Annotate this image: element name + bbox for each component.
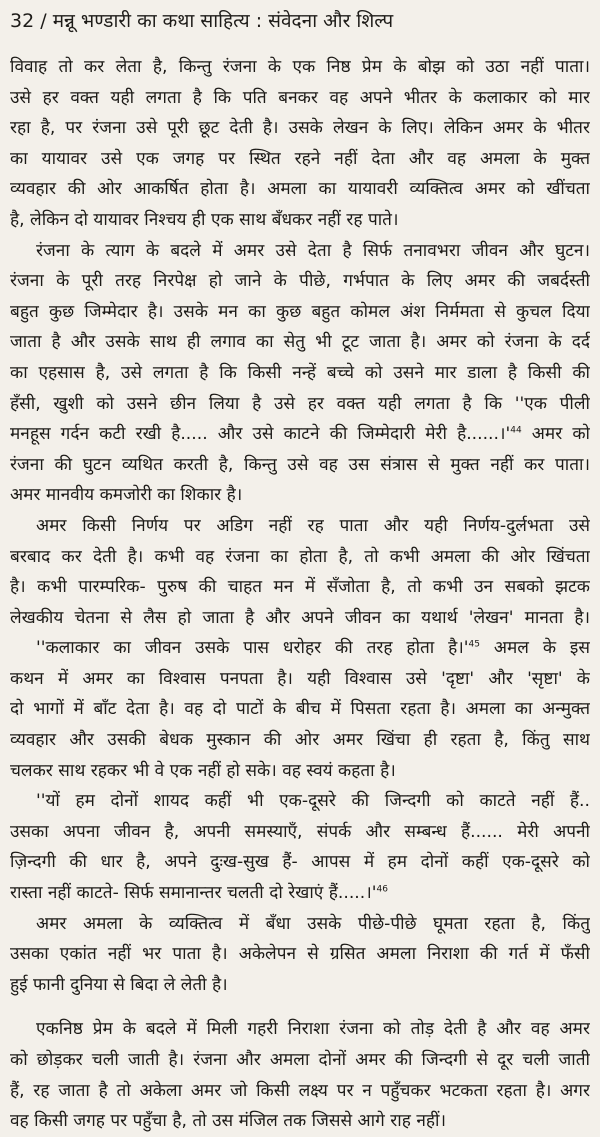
text-line: रहा है, पर रंजना उसे पूरी छूट देती है। उसके लेखन के लिए। लेकिन अमर के भीतर bbox=[10, 118, 590, 139]
text-line: वह किसी जगह पर पहुँचा है, तो उस मंजिल तक जिससे आगे राह नहीं। bbox=[10, 1111, 446, 1132]
text-line: हैं, रह जाता है तो अकेला अमर जो किसी लक्ष्य पर न पहुँचकर भटकता रहता है। अगर bbox=[10, 1080, 590, 1101]
text-line: रंजना की घुटन व्यथित करती है, किन्तु उसे वह उस संत्रास से मुक्त नहीं कर पाता। bbox=[10, 454, 590, 475]
line-text: अमर को bbox=[521, 424, 590, 445]
text-line: बहुत कुछ जिम्मेदार है। उसके मन का कुछ बहुत कोमल अंश निर्ममता से कुचल दिया bbox=[10, 301, 590, 322]
text-line: ''यों हम दोनों शायद कहीं भी एक-दूसरे की जिन्दगी को काटते नहीं हैं.. bbox=[36, 791, 590, 812]
line-text: अमल के इस bbox=[479, 638, 590, 659]
text-line: ज़िन्दगी की धार है, अपने दुःख-सुख हैं- आपस में हम दोनों कहीं एक-दूसरे को bbox=[10, 852, 590, 873]
text-line: अमर किसी निर्णय पर अडिग नहीं रह पाता और यही निर्णय-दुर्लभता उसे bbox=[36, 515, 590, 536]
text-line: रंजना के त्याग के बदले में अमर उसे देता है सिर्फ तनावभरा जीवन और घुटन। bbox=[36, 240, 590, 261]
text-line: दो भागों में बाँट देता है। वह दो पाटों के बीच में पिसता रहता है। अमला का अन्मुक्त bbox=[10, 699, 590, 720]
footnote-ref: 44 bbox=[510, 425, 522, 436]
text-line bbox=[10, 878, 590, 909]
text-line: हुई फानी दुनिया से बिदा ले लेती है। bbox=[10, 974, 228, 995]
book-title: मन्नू भण्डारी का कथा साहित्य : संवेदना और शिल्प bbox=[52, 10, 394, 32]
text-line: का एहसास है, उसे लगता है कि किसी नन्हें बच्चे को उसने मार डाला है किसी की bbox=[10, 362, 590, 383]
line-text: मनहूस गर्दन कटी रखी है..... और उसे काटने की जिम्मेदारी मेरी है......।' bbox=[10, 424, 511, 445]
text-line: व्यवहार और उसकी बेधक मुस्कान की ओर अमर खिंचा ही रहता है, किंतु साथ bbox=[10, 730, 590, 751]
page-number: 32 bbox=[10, 10, 35, 32]
header-separator: / bbox=[40, 10, 47, 32]
text-line: बरबाद कर देती है। कभी वह रंजना का होता है, तो कभी अमला की ओर खिंचता bbox=[10, 546, 590, 567]
text-line: उसका अपना जीवन है, अपनी समस्याएँ, संपर्क और सम्बन्ध हैं...... मेरी अपनी bbox=[10, 821, 590, 842]
text-line: उसका एकांत नहीं भर पाता है। अकेलेपन से ग्रसित अमला निराशा की गर्त में फँसी bbox=[10, 944, 590, 965]
text-line: जाता है और उसके साथ ही लगाव का सेतु भी टूट जाता है। अमर को रंजना के दर्द bbox=[10, 332, 590, 353]
text-line: चलकर साथ रहकर भी वे एक नहीं हो सके। वह स्वयं कहता है। bbox=[10, 760, 396, 781]
text-line: है। कभी पारम्परिक- पुरुष की चाहत मन में सँजोता है, तो कभी उन सबको झटक bbox=[10, 577, 590, 598]
running-head bbox=[10, 8, 590, 36]
text-line: विवाह तो कर लेता है, किन्तु रंजना के एक निष्ठ प्रेम के बोझ को उठा नहीं पाता। bbox=[10, 57, 590, 77]
text-line: अमर मानवीय कमजोरी का शिकार है। bbox=[10, 485, 243, 506]
line-text: ''कलाकार का जीवन उसके पास धरोहर की तरह होता है।' bbox=[36, 638, 469, 659]
paragraph-gap bbox=[10, 1000, 590, 1014]
text-line bbox=[10, 419, 590, 450]
text-line: अमर अमला के व्यक्तित्व में बँधा उसके पीछे-पीछे घूमता रहता है, किंतु bbox=[36, 913, 590, 934]
text-line: व्यवहार की ओर आकर्षित होता है। अमला का यायावरी व्यक्तित्व अमर को खींचता bbox=[10, 179, 590, 200]
text-line: लेखकीय चेतना से लैस हो जाता है और अपने जीवन का यथार्थ 'लेखन' मानता है। bbox=[10, 607, 590, 628]
text-line: कथन में अमर का विश्वास पनपता है। यही विश्वास उसे 'दृष्टा' और 'सृष्टा' के bbox=[10, 668, 590, 689]
text-line: एकनिष्ठ प्रेम के बदले में मिली गहरी निराशा रंजना को तोड़ देती है और वह अमर bbox=[36, 1019, 590, 1040]
footnote-ref: 46 bbox=[376, 884, 388, 895]
line-text: रास्ता नहीं काटते- सिर्फ समानान्तर चलती दो रेखाएं हैं.....।' bbox=[10, 883, 377, 904]
text-line: का यायावर उसे एक जगह पर स्थित रहने नहीं देता और वह अमला के मुक्त bbox=[10, 148, 590, 169]
text-line: है, लेकिन दो यायावर निश्चय ही एक साथ बँधकर नहीं रह पाते। bbox=[10, 209, 399, 230]
body-text bbox=[10, 52, 590, 1137]
text-line bbox=[10, 633, 590, 664]
text-line: को छोड़कर चली जाती है। रंजना और अमला दोनों अमर की जिन्दगी से दूर चली जाती bbox=[10, 1050, 590, 1070]
text-line: रंजना के पूरी तरह निरपेक्ष हो जाने के पीछे, गर्भपात के लिए अमर की जबर्दस्ती bbox=[10, 271, 590, 292]
text-line: उसे हर वक्त यही लगता है कि पति बनकर वह अपने भीतर के कलाकार को मार bbox=[10, 87, 590, 108]
footnote-ref: 45 bbox=[468, 639, 480, 650]
text-line: हँसी, खुशी को उसने छीन लिया है उसे हर वक्त यही लगता है कि ''एक पीली bbox=[10, 393, 590, 414]
